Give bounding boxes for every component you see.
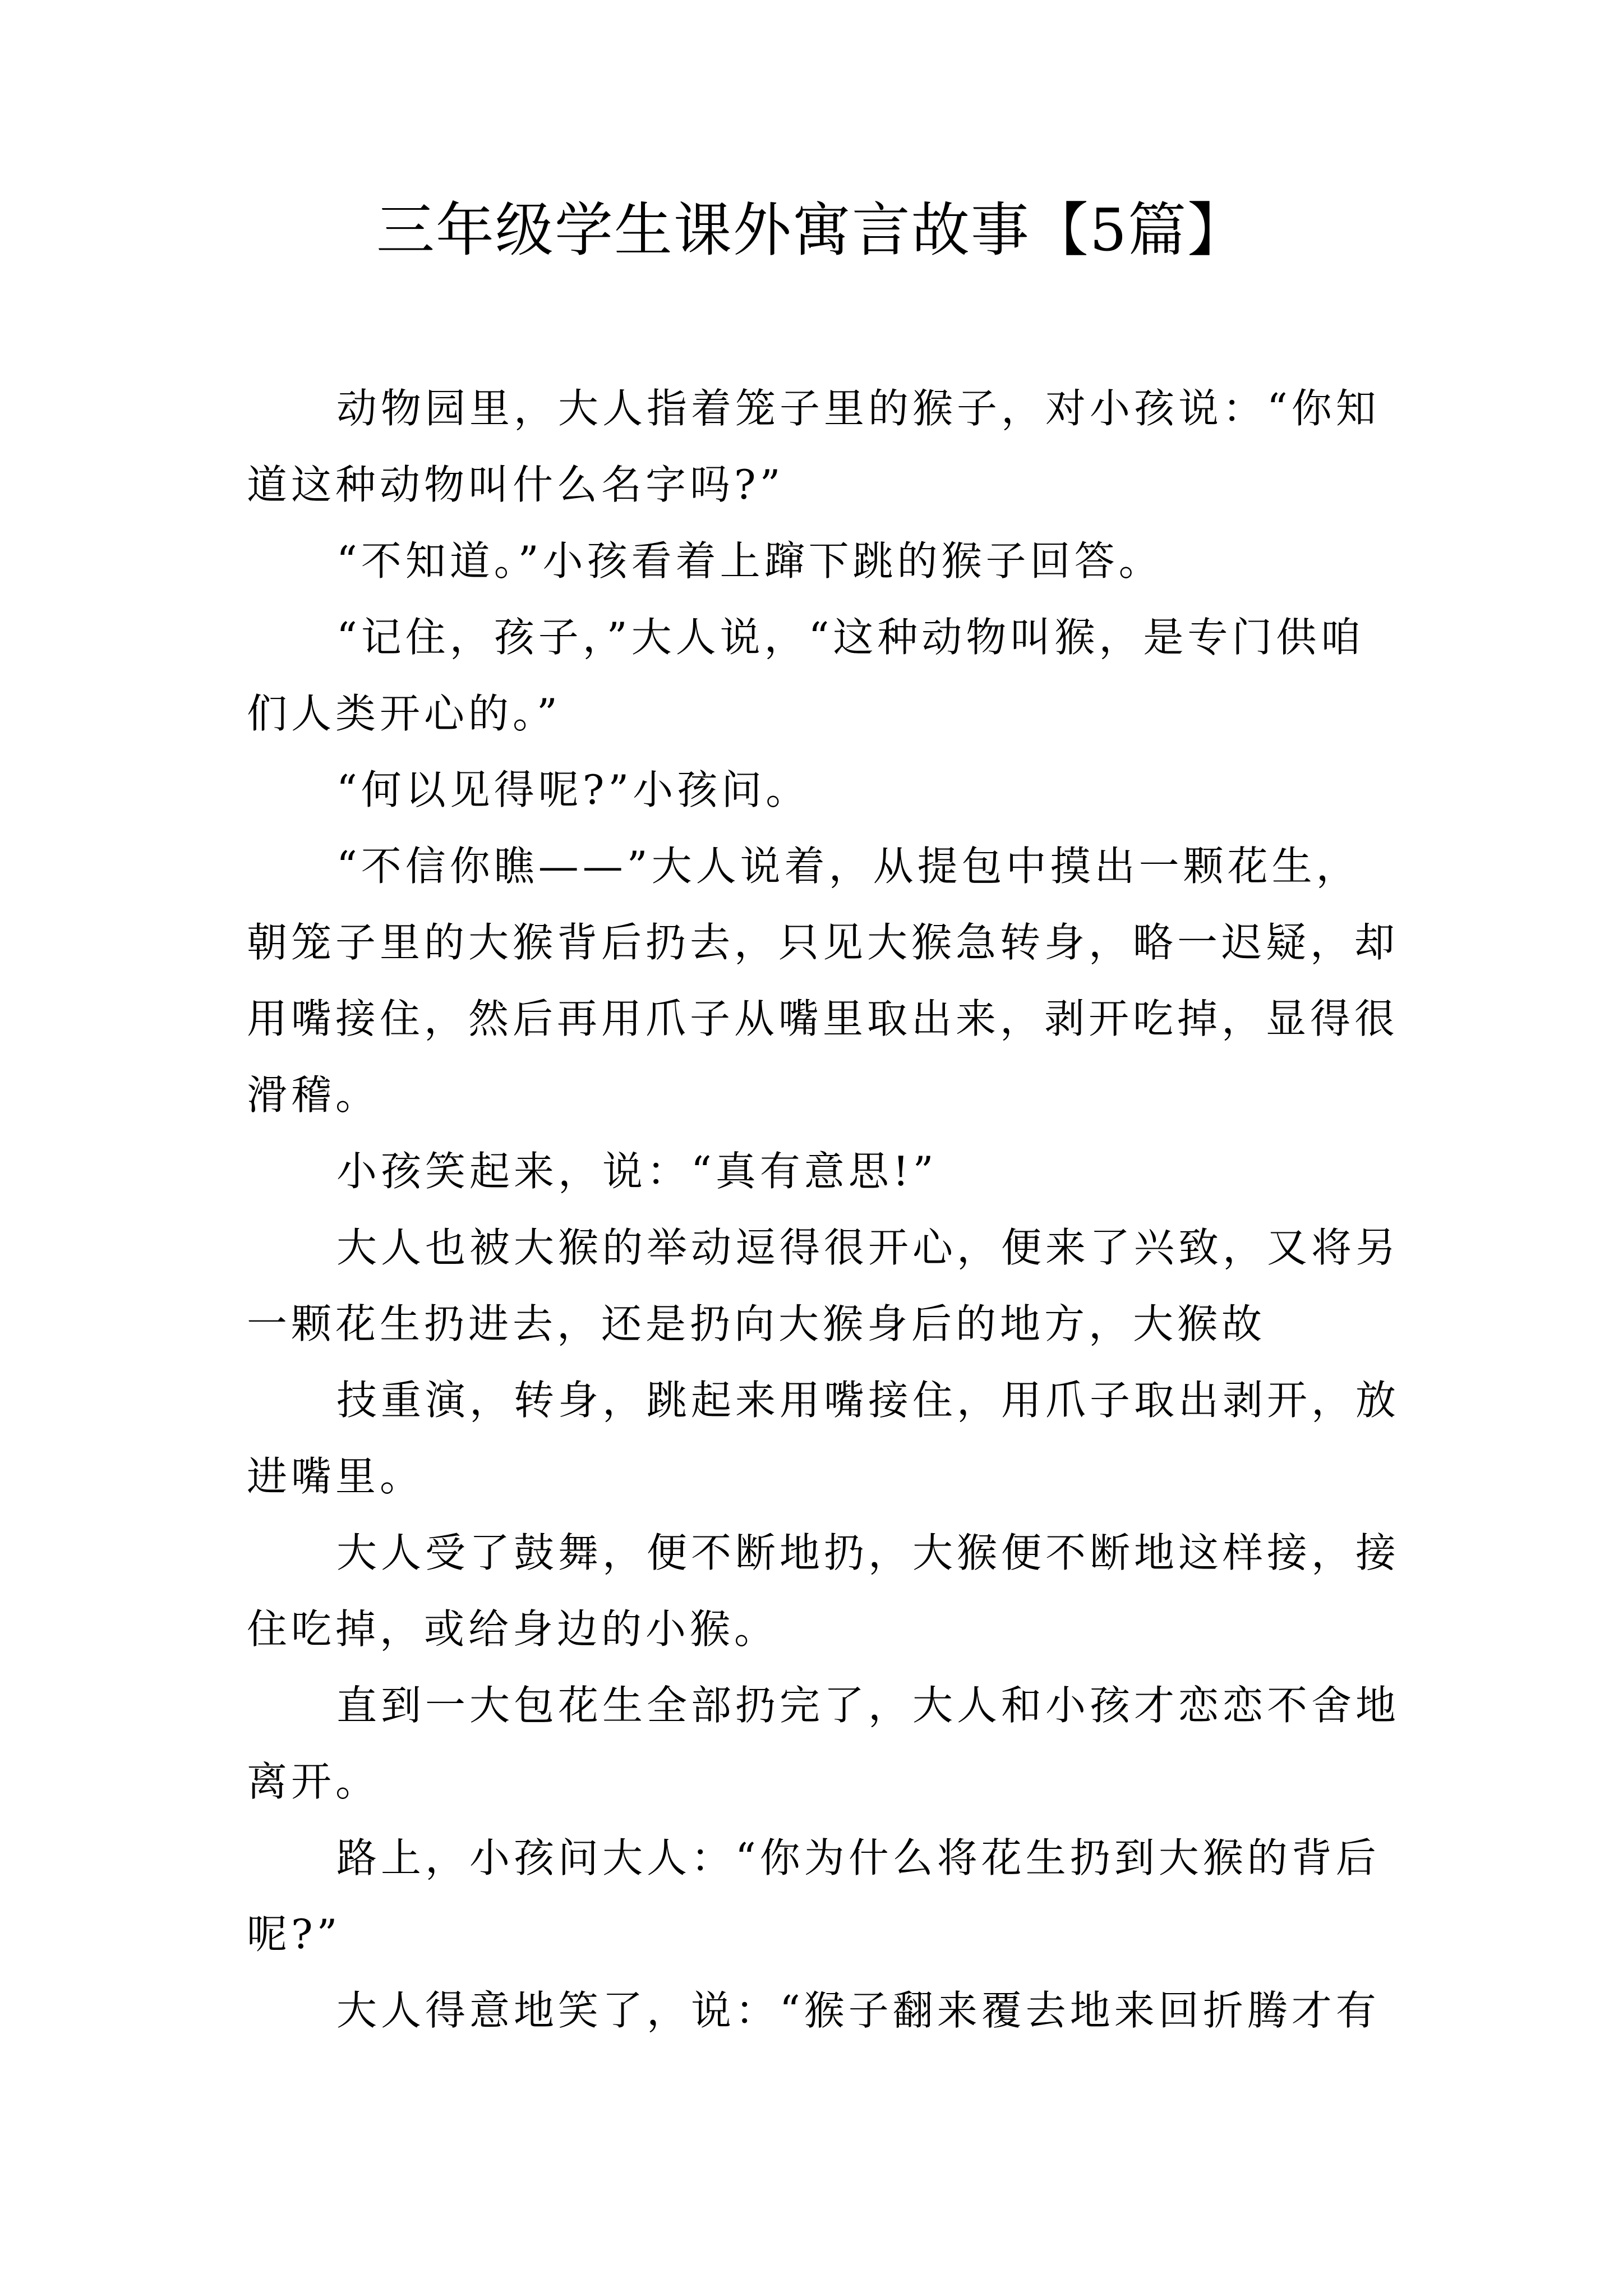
text-line: 动物园里，大人指着笼子里的猴子，对小孩说：“你知 (336, 385, 1380, 432)
text-line: 呢?” (247, 1911, 342, 1958)
text-line: 路上，小孩问大人：“你为什么将花生扔到大猴的背后 (336, 1834, 1380, 1881)
text-line: 直到一大包花生全部扔完了，大人和小孩才恋恋不舍地 (336, 1682, 1400, 1729)
document-title: 三年级学生课外寓言故事【5篇】 (376, 196, 1247, 264)
text-line: 朝笼子里的大猴背后扔去，只见大猴急转身，略一迟疑，却 (247, 919, 1399, 966)
text-line: 大人也被大猴的举动逗得很开心，便来了兴致，又将另 (336, 1224, 1400, 1271)
text-line: 大人得意地笑了，说：“猴子翻来覆去地来回折腾才有 (336, 1987, 1380, 2034)
text-line: “不信你瞧——”大人说着，从提包中摸出一颗花生， (336, 843, 1361, 890)
text-line: 大人受了鼓舞，便不断地扔，大猴便不断地这样接，接 (336, 1529, 1400, 1576)
text-line: 一颗花生扔进去，还是扔向大猴身后的地方，大猴故 (247, 1300, 1266, 1347)
text-line: “不知道。”小孩看着上蹿下跳的猴子回答。 (336, 537, 1163, 585)
text-line: 道这种动物叫什么名字吗?” (247, 461, 785, 508)
text-line: “记住，孩子，”大人说，“这种动物叫猴，是专门供咱 (336, 614, 1365, 661)
text-line: 住吃掉，或给身边的小猴。 (247, 1605, 779, 1653)
text-line: 用嘴接住，然后再用爪子从嘴里取出来，剥开吃掉，显得很 (247, 995, 1399, 1042)
text-line: 技重演，转身，跳起来用嘴接住，用爪子取出剥开，放 (336, 1377, 1400, 1424)
text-line: 离开。 (247, 1758, 380, 1805)
text-line: 小孩笑起来，说：“真有意思!” (336, 1148, 938, 1195)
text-line: 进嘴里。 (247, 1453, 425, 1500)
document-body (247, 370, 1400, 2049)
text-line: 们人类开心的。” (247, 690, 561, 737)
text-line: 滑稽。 (247, 1071, 380, 1119)
text-line: “何以见得呢?”小孩问。 (336, 766, 810, 813)
